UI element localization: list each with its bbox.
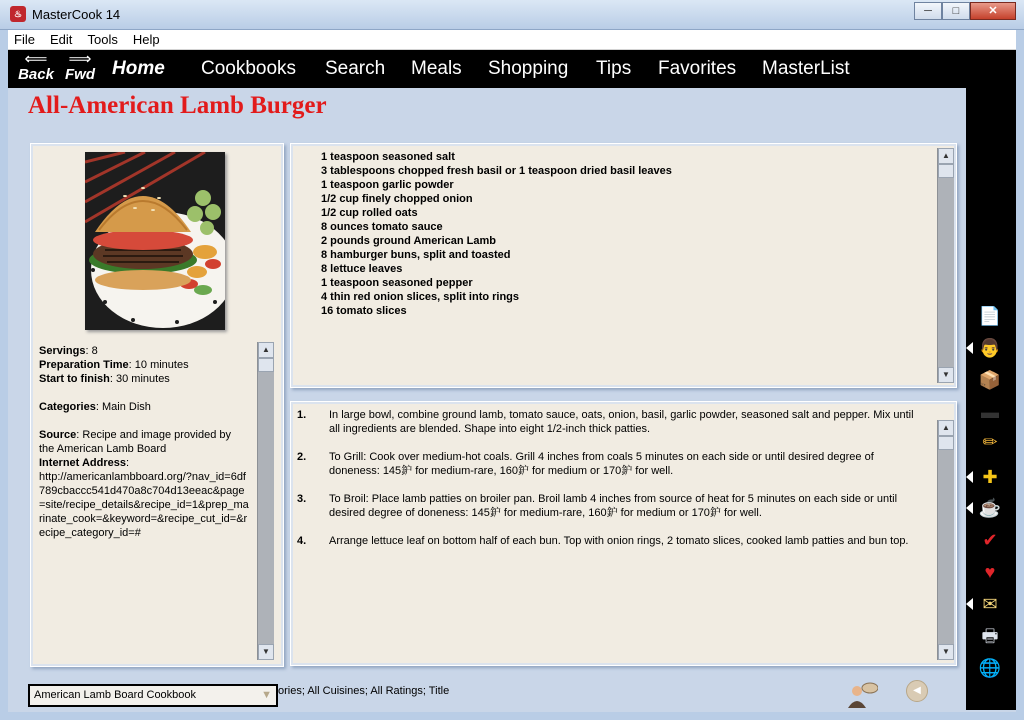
direction-step — [297, 408, 925, 436]
back-button[interactable] — [16, 53, 56, 87]
nav-shopping[interactable]: Shopping — [488, 58, 569, 79]
step-text: In large bowl, combine ground lamb, tomato sauce, oats, onion, basil, garlic powder, seasoned salt and pepper. Mix until all ingredients are blended. Shape into eight 1/2-inch thick patties. — [329, 409, 914, 435]
forward-button[interactable] — [60, 53, 100, 87]
servings-value: : 8 — [85, 345, 98, 357]
start-finish-row — [39, 372, 249, 386]
mail-icon[interactable]: ✉ — [982, 594, 998, 614]
direction-step — [297, 492, 925, 520]
menu-edit[interactable]: Edit — [50, 32, 73, 47]
scroll-thumb[interactable] — [938, 436, 954, 450]
nav-search[interactable]: Search — [325, 58, 386, 79]
directions-panel — [290, 401, 957, 666]
menu-tools[interactable]: Tools — [87, 32, 118, 47]
ingredient-item: 16 tomato slices — [321, 305, 407, 317]
ingredient-item: 1 teaspoon garlic powder — [321, 179, 454, 191]
prep-time-row — [39, 358, 249, 372]
start-finish-label: Start to finish — [39, 373, 110, 385]
window-controls — [914, 2, 1016, 20]
directions-scrollbar[interactable] — [937, 420, 954, 660]
source-row — [39, 428, 249, 456]
spellcheck-icon[interactable]: ✔ — [982, 530, 998, 550]
spacer — [39, 386, 249, 400]
expand-arrow-icon[interactable] — [966, 502, 973, 514]
categories-value: : Main Dish — [95, 401, 151, 413]
categories-label: Categories — [39, 401, 96, 413]
scroll-up-button[interactable]: ▲ — [938, 420, 954, 436]
mug-icon[interactable]: ☕ — [978, 498, 1002, 518]
back-arrow-icon: ⟸ — [24, 51, 48, 68]
recipe-view — [8, 88, 966, 710]
ingredients-scrollbar[interactable] — [937, 148, 954, 383]
direction-step — [297, 450, 925, 478]
step-number: 4. — [297, 535, 307, 547]
forward-label: Fwd — [65, 66, 95, 83]
ingredient-item: 3 tablespoons chopped fresh basil or 1 teaspoon dried basil leaves — [321, 165, 672, 177]
chevron-down-icon[interactable]: ▼ — [261, 689, 272, 701]
window-frame-left — [0, 30, 8, 720]
internet-address-link[interactable]: http://americanlambboard.org/?nav_id=6df789cbaccc541d470a8c704d13eeac&page=site/recipe_details&recipe_id=1&prep_marinate_cook=&keyword=&recipe_cut_id=&recipe_category_id=# — [39, 471, 249, 539]
recipe-info-panel — [30, 143, 284, 667]
scroll-down-button[interactable]: ▼ — [938, 644, 954, 660]
title-bar — [0, 0, 1024, 30]
print-icon[interactable]: 🖶 — [981, 626, 999, 646]
nav-bar — [8, 50, 1016, 88]
scroll-up-button[interactable]: ▲ — [938, 148, 954, 164]
nav-masterlist[interactable]: MasterList — [762, 58, 850, 79]
expand-arrow-icon[interactable] — [966, 471, 973, 483]
cookbook-select[interactable] — [28, 684, 278, 707]
step-text: Arrange lettuce leaf on bottom half of each bun. Top with onion rings, 2 tomato slices, cooked lamb patties and bun top. — [329, 535, 909, 547]
prep-time-label: Preparation Time — [39, 359, 129, 371]
ingredient-item: 1 teaspoon seasoned pepper — [321, 277, 473, 289]
menu-bar — [8, 30, 1016, 50]
blank-icon[interactable]: ▬ — [981, 402, 999, 422]
step-number: 2. — [297, 451, 307, 463]
step-number: 1. — [297, 409, 307, 421]
close-button[interactable]: ✕ — [970, 2, 1016, 20]
source-label: Source — [39, 429, 77, 441]
ingredient-list — [321, 150, 672, 318]
direction-step — [297, 534, 925, 548]
internet-row: Internet Address: — [39, 457, 130, 469]
health-icon[interactable]: ♥ — [984, 562, 996, 582]
maximize-button[interactable]: □ — [942, 2, 970, 20]
ingredient-item: 1/2 cup rolled oats — [321, 207, 418, 219]
scroll-down-button[interactable]: ▼ — [938, 367, 954, 383]
nav-tips[interactable]: Tips — [596, 58, 632, 79]
info-scrollbar[interactable] — [257, 342, 274, 660]
forward-arrow-icon: ⟹ — [68, 51, 92, 68]
scroll-thumb[interactable] — [938, 164, 954, 178]
window-title: MasterCook 14 — [32, 7, 121, 22]
filter-summary: ories; All Cuisines; All Ratings; Title — [278, 685, 450, 697]
ingredient-item: 4 thin red onion slices, split into rings — [321, 291, 520, 303]
nav-meals[interactable]: Meals — [411, 58, 462, 79]
ingredient-item: 8 lettuce leaves — [321, 263, 403, 275]
back-circle-button[interactable]: ◀ — [906, 680, 928, 702]
servings-label: Servings — [39, 345, 86, 357]
spacer — [39, 414, 249, 428]
expand-arrow-icon[interactable] — [966, 342, 973, 354]
servings-row — [39, 344, 249, 358]
window-frame-bottom — [0, 712, 1024, 720]
internet-label: Internet Address — [39, 457, 127, 469]
back-label: Back — [18, 66, 54, 83]
add-icon[interactable]: ✚ — [982, 467, 998, 487]
step-number: 3. — [297, 493, 307, 505]
expand-arrow-icon[interactable] — [966, 598, 973, 610]
burger-illustration — [85, 152, 225, 330]
pencil-icon[interactable]: ✏ — [982, 432, 998, 452]
ingredients-panel — [290, 143, 957, 388]
right-toolbar — [966, 88, 1016, 710]
start-finish-value: : 30 minutes — [109, 373, 170, 385]
box-icon[interactable]: 📦 — [978, 370, 1002, 390]
step-text: To Grill: Cook over medium-hot coals. Grill 4 inches from coals 5 minutes on each side or until desired degree of doneness: 145鈩 for medium-rare, 160鈩 for medium or 170鈩 for well. — [329, 451, 874, 477]
window-frame-right — [1016, 30, 1024, 720]
nav-home[interactable]: Home — [112, 58, 165, 79]
chef-icon[interactable]: 👨 — [978, 338, 1002, 358]
cookbook-select-value: American Lamb Board Cookbook — [34, 689, 197, 701]
prep-time-value: : 10 minutes — [128, 359, 189, 371]
recipe-photo — [85, 152, 225, 330]
direction-list — [297, 408, 925, 562]
source-value: : Recipe and image provided by the American Lamb Board — [39, 429, 232, 455]
categories-row — [39, 400, 249, 414]
ingredient-item: 8 hamburger buns, split and toasted — [321, 249, 511, 261]
recipe-title: All-American Lamb Burger — [28, 92, 327, 119]
advisor-icon[interactable] — [846, 682, 878, 708]
nav-favorites[interactable]: Favorites — [658, 58, 737, 79]
ingredient-item: 8 ounces tomato sauce — [321, 221, 443, 233]
ingredient-item: 1 teaspoon seasoned salt — [321, 151, 455, 163]
ingredient-item: 1/2 cup finely chopped onion — [321, 193, 473, 205]
scroll-thumb[interactable] — [258, 358, 274, 372]
minimize-button[interactable]: ─ — [914, 2, 942, 20]
globe-icon[interactable]: 🌐 — [978, 658, 1002, 678]
step-text: To Broil: Place lamb patties on broiler pan. Broil lamb 4 inches from source of heat for 5 minutes on each side or until desired degree of doneness: 145鈩 for medium-rare, 160鈩 for medium or 170鈩 for well. — [329, 493, 898, 519]
app-icon: ♨ — [10, 6, 26, 22]
recipe-details — [39, 344, 249, 540]
menu-help[interactable]: Help — [132, 32, 160, 47]
new-recipe-icon[interactable]: 📄 — [978, 306, 1002, 326]
nav-cookbooks[interactable]: Cookbooks — [201, 58, 297, 79]
ingredient-item: 2 pounds ground American Lamb — [321, 235, 496, 247]
menu-file[interactable]: File — [14, 32, 35, 47]
scroll-down-button[interactable]: ▼ — [258, 644, 274, 660]
scroll-up-button[interactable]: ▲ — [258, 342, 274, 358]
